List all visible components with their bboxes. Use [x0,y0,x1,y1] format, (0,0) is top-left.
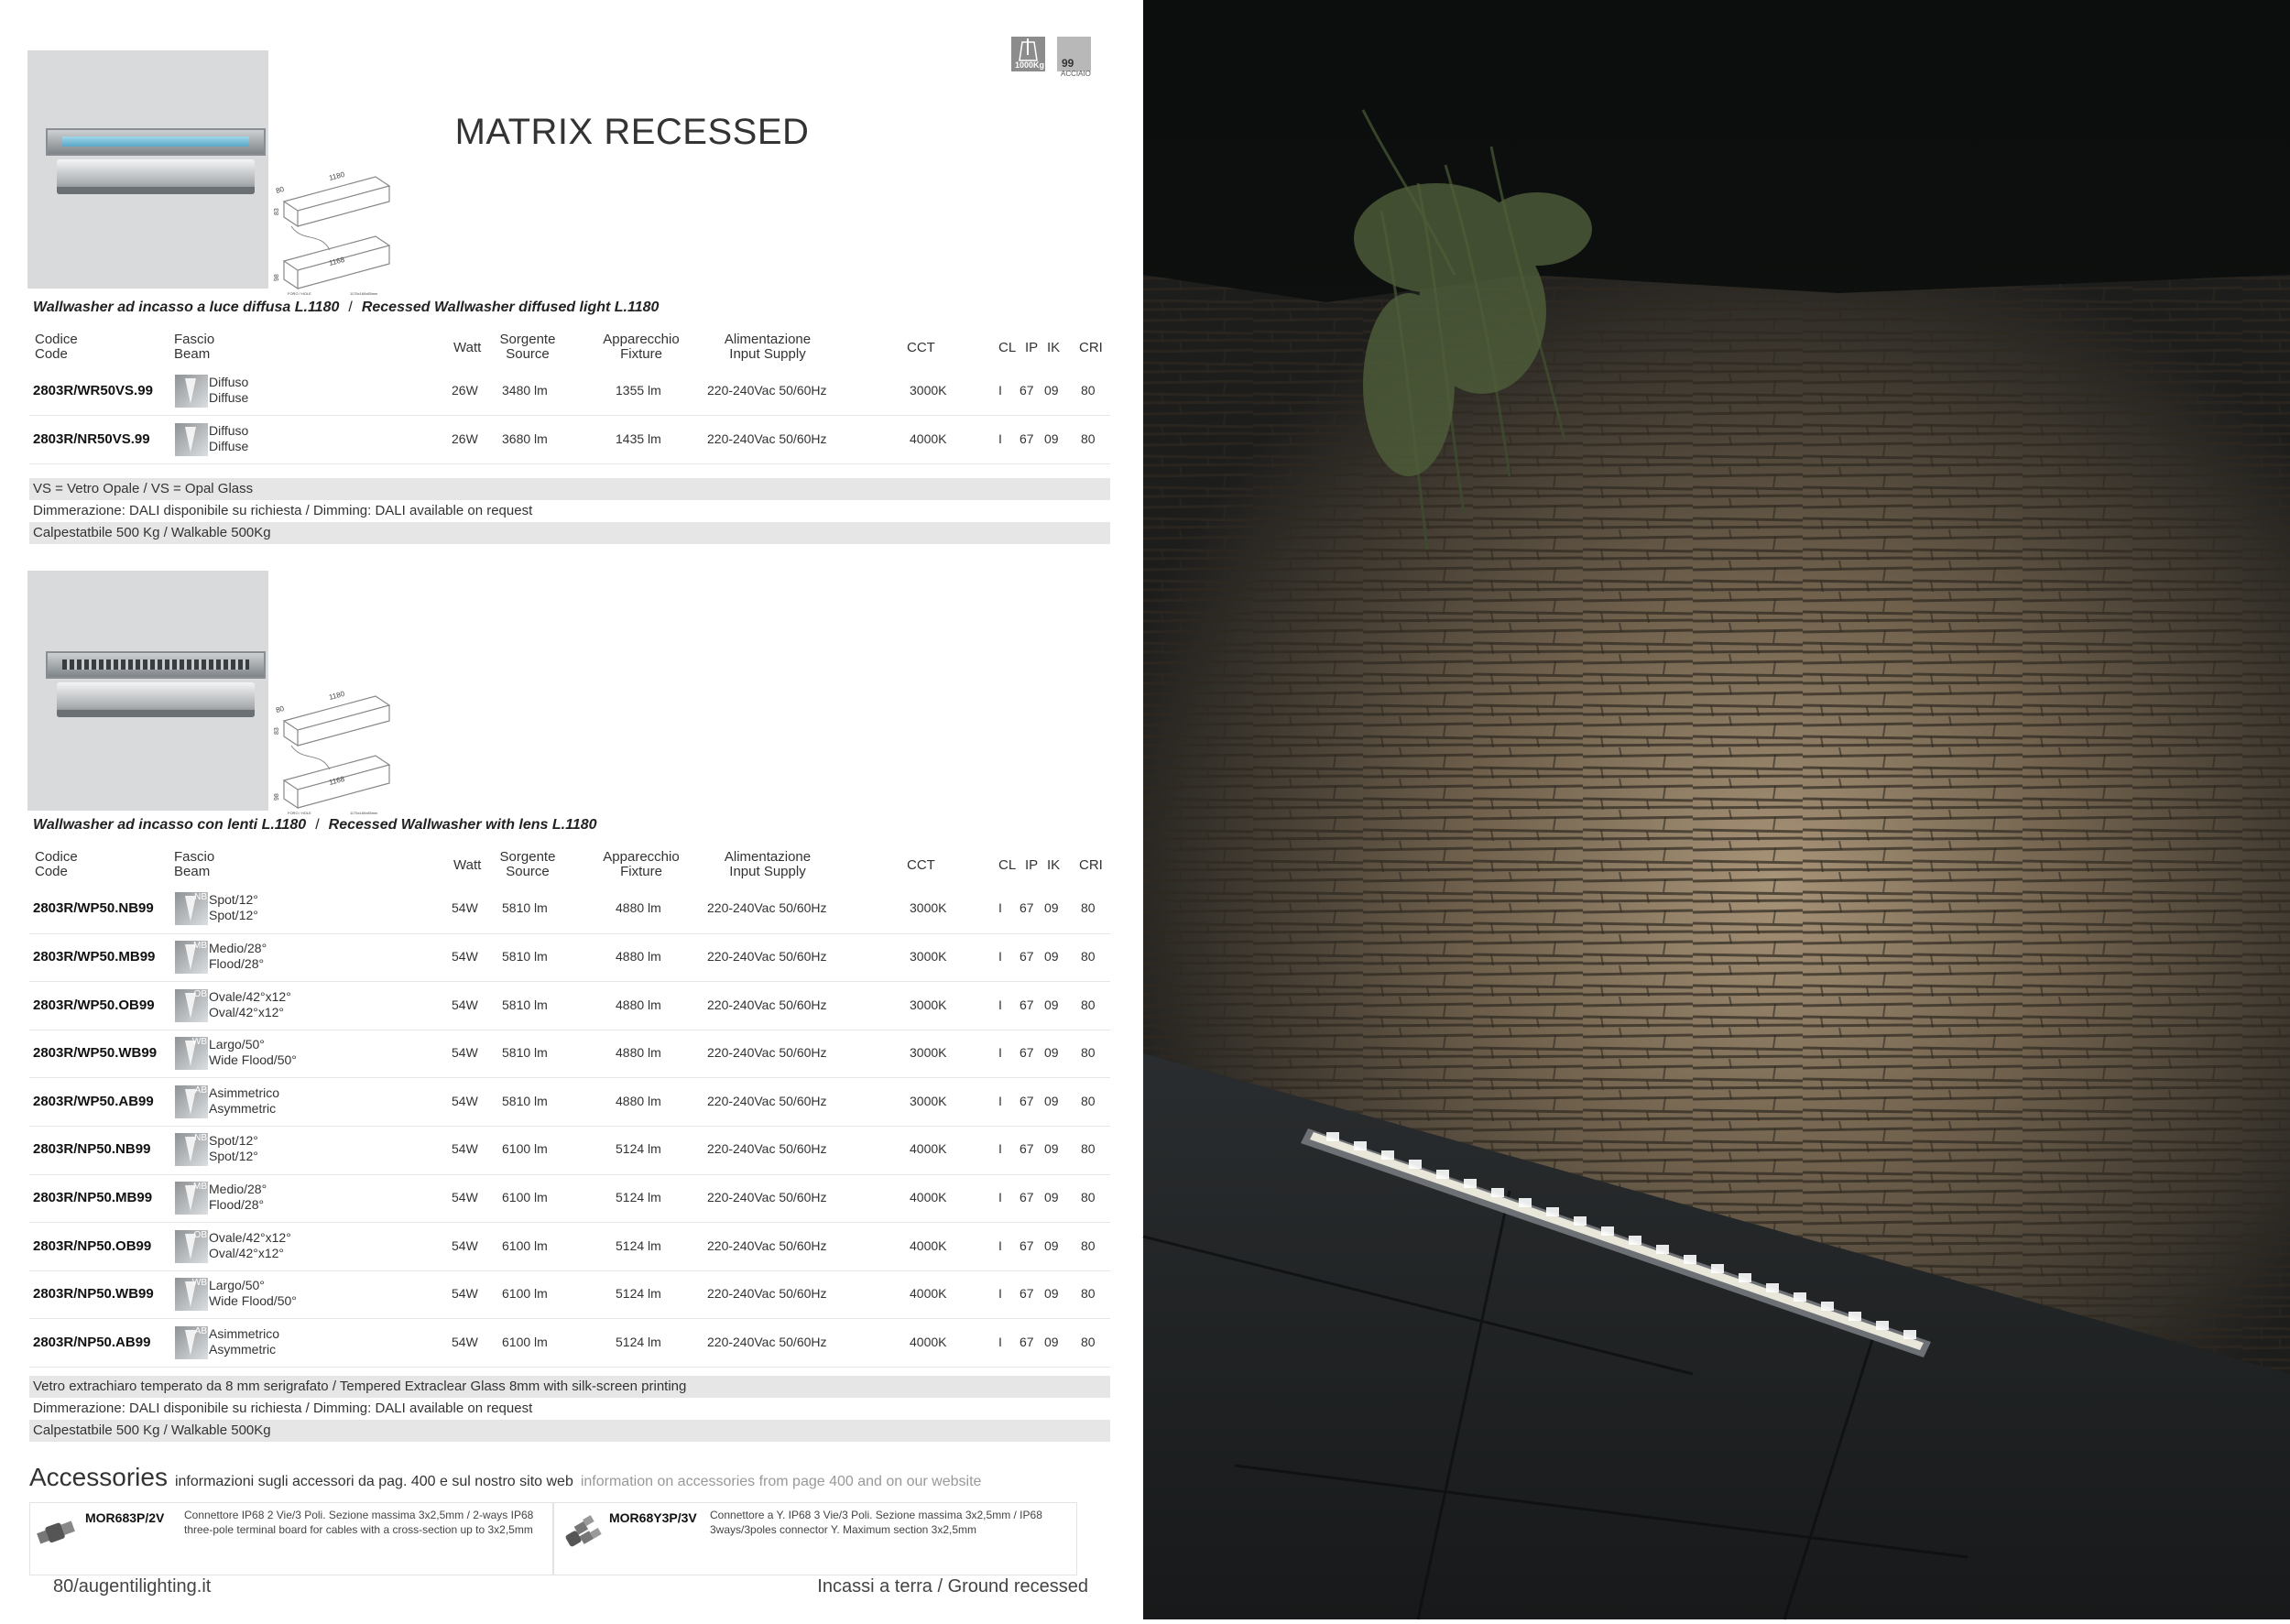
cell-cri: 80 [1081,382,1096,398]
cell-fixture: 4880 lm [616,948,661,964]
cell-cl: I [998,948,1002,964]
cell-cl: I [998,1237,1002,1253]
note-line: VS = Vetro Opale / VS = Opal Glass [29,478,1110,500]
beam-label-it: Diffuso [209,374,249,389]
cell-ip: 67 [1020,948,1034,964]
column-header-fixture: Apparecchio [603,332,680,347]
page-title: MATRIX RECESSED [454,111,810,152]
beam-icon [175,1326,208,1359]
cell-fixture: 4880 lm [616,900,661,916]
cell-source: 6100 lm [502,1286,548,1302]
y-connector-icon [560,1512,605,1553]
cell-ip: 67 [1020,1045,1034,1061]
cell-ip: 67 [1020,900,1034,916]
beam-tag: OB [193,1229,207,1240]
column-header-supply: Input Supply [729,346,806,362]
cell-ik: 09 [1044,1237,1059,1253]
dim-width: 80 [275,184,286,195]
night-wall-photo [1143,0,2290,1619]
cell-fixture: 5124 lm [616,1237,661,1253]
cell-source: 6100 lm [502,1237,548,1253]
cell-ik: 09 [1044,1286,1059,1302]
cell-ik: 09 [1044,1093,1059,1108]
cell-source: 3680 lm [502,431,548,446]
beam-icon [175,1230,208,1263]
beam-label-en: Diffuse [209,438,249,453]
cell-ik: 09 [1044,1189,1059,1204]
beam-icon [175,1085,208,1118]
column-header-code: Codice [35,849,78,865]
column-header-source: Source [506,346,550,362]
finish-badge [1057,37,1091,71]
dim-length: 1180 [328,689,346,702]
cell-source: 5810 lm [502,997,548,1012]
cell-supply: 220-240Vac 50/60Hz [707,948,827,964]
column-header-supply: Alimentazione [724,849,812,865]
column-header-ip: IP [1025,857,1039,873]
cell-cct: 4000K [910,431,947,446]
beam-label-en: Flood/28° [209,955,265,971]
beam-label-it: Spot/12° [209,892,258,908]
cell-ik: 09 [1044,997,1059,1012]
finish-code: 99 [1062,57,1074,70]
cell-fixture: 1435 lm [616,431,661,446]
cell-cl: I [998,1189,1002,1204]
column-header-fixture: Fixture [620,864,662,879]
hole-size: 1175x160x85mm [350,291,378,296]
dim-length: 1180 [328,169,346,182]
cell-ip: 67 [1020,382,1034,398]
cell-fixture: 5124 lm [616,1189,661,1204]
cell-ip: 67 [1020,1189,1034,1204]
beam-label-en: Spot/12° [209,1149,258,1164]
column-header-supply: Input Supply [729,864,806,879]
beam-label-en: Wide Flood/50° [209,1052,297,1068]
cell-cri: 80 [1081,431,1096,446]
beam-label-it: Medio/28° [209,1181,267,1196]
dim-height2: 98 [274,793,280,801]
product-code: 2803R/NR50VS.99 [33,431,150,447]
column-header-fixture: Fixture [620,346,662,362]
cell-cl: I [998,900,1002,916]
cell-watt: 54W [452,1334,478,1349]
beam-label-it: Medio/28° [209,940,267,955]
column-header-source: Sorgente [499,332,556,347]
note-line: Dimmerazione: DALI disponibile su richiesta / Dimming: DALI available on request [33,1401,533,1416]
cell-watt: 54W [452,900,478,916]
cell-watt: 54W [452,948,478,964]
column-header-cct: CCT [907,340,935,355]
accessories-title: Accessories [29,1463,168,1491]
beam-label-en: Spot/12° [209,908,258,923]
cell-cl: I [998,431,1002,446]
column-header-source: Source [506,864,550,879]
cell-fixture: 5124 lm [616,1334,661,1349]
column-header-beam: Beam [174,346,211,362]
beam-icon [175,989,208,1022]
cell-cl: I [998,997,1002,1012]
column-header-code: Code [35,346,68,362]
cell-source: 6100 lm [502,1141,548,1157]
column-header-beam: Beam [174,864,211,879]
beam-label-en: Oval/42°x12° [209,1245,285,1260]
column-header-code: Code [35,864,68,879]
product-code: 2803R/NP50.AB99 [33,1334,151,1350]
cell-cri: 80 [1081,1286,1096,1302]
cell-source: 5810 lm [502,900,548,916]
beam-tag: OB [193,988,207,999]
beam-tag: MB [193,1181,207,1192]
accessory-code: MOR683P/2V [85,1510,165,1525]
cell-ik: 09 [1044,431,1059,446]
beam-icon [175,1278,208,1311]
column-header-watt: Watt [453,340,482,355]
cell-cri: 80 [1081,1141,1096,1157]
accessory-description: Connettore IP68 2 Vie/3 Poli. Sezione massima 3x2,5mm / 2-ways IP68 three-pole terminal board for cables with a cross-section up to 3x2,5mm [184,1509,534,1536]
dim-height1: 83 [274,727,280,735]
cell-cct: 4000K [910,1237,947,1253]
beam-label-it: Diffuso [209,422,249,438]
note-line: Dimmerazione: DALI disponibile su richiesta / Dimming: DALI available on request [33,503,533,518]
cell-cl: I [998,1286,1002,1302]
cell-cct: 3000K [910,382,947,398]
product-code: 2803R/WR50VS.99 [33,382,153,398]
beam-tag: NB [194,1133,207,1144]
cell-supply: 220-240Vac 50/60Hz [707,1334,827,1349]
cell-supply: 220-240Vac 50/60Hz [707,382,827,398]
hole-label: FORO / HOLE [288,291,311,296]
cell-cl: I [998,382,1002,398]
beam-icon [175,892,208,925]
dim-inner: 1168 [328,255,346,267]
cell-cct: 3000K [910,997,947,1012]
beam-label-it: Largo/50° [209,1037,265,1052]
cell-watt: 54W [452,997,478,1012]
column-header-fixture: Apparecchio [603,849,680,865]
cell-watt: 54W [452,1286,478,1302]
cell-supply: 220-240Vac 50/60Hz [707,1045,827,1061]
cell-source: 6100 lm [502,1334,548,1349]
cell-ik: 09 [1044,1334,1059,1349]
beam-label-en: Flood/28° [209,1196,265,1212]
product-code: 2803R/WP50.OB99 [33,997,155,1013]
cell-cct: 3000K [910,948,947,964]
cell-cct: 3000K [910,1045,947,1061]
finish-name: ACCIAIO [1061,70,1091,78]
column-header-cl: CL [998,857,1017,873]
cell-fixture: 4880 lm [616,997,661,1012]
cell-ip: 67 [1020,997,1034,1012]
cell-watt: 26W [452,382,478,398]
cell-source: 5810 lm [502,1093,548,1108]
cell-watt: 54W [452,1189,478,1204]
beam-icon [175,941,208,974]
beam-icon [175,423,208,456]
product-code: 2803R/WP50.AB99 [33,1093,154,1109]
column-header-cct: CCT [907,857,935,873]
beam-label-it: Spot/12° [209,1133,258,1149]
walkable-badge [1011,37,1045,71]
connector-icon [34,1516,78,1549]
technical-drawing-2 [275,680,403,817]
accessory-item[interactable] [29,1502,553,1575]
beam-label-en: Asymmetric [209,1100,277,1116]
cell-supply: 220-240Vac 50/60Hz [707,1093,827,1108]
cell-supply: 220-240Vac 50/60Hz [707,1286,827,1302]
cell-source: 5810 lm [502,948,548,964]
dim-height1: 83 [274,208,280,215]
cell-cri: 80 [1081,997,1096,1012]
cell-cri: 80 [1081,1045,1096,1061]
accessory-item[interactable] [553,1502,1077,1575]
cell-cct: 3000K [910,1093,947,1108]
cell-watt: 26W [452,431,478,446]
cell-cri: 80 [1081,1237,1096,1253]
beam-icon [175,1182,208,1215]
technical-drawing-1 [275,160,403,298]
cell-ik: 09 [1044,948,1059,964]
cell-cl: I [998,1334,1002,1349]
cell-ip: 67 [1020,1237,1034,1253]
cell-ip: 67 [1020,1334,1034,1349]
column-header-beam: Fascio [174,849,215,865]
beam-tag: WB [191,1278,207,1289]
cell-ik: 09 [1044,382,1059,398]
cell-fixture: 4880 lm [616,1045,661,1061]
product-code: 2803R/WP50.NB99 [33,900,154,917]
column-header-source: Sorgente [499,849,556,865]
dim-width: 80 [275,703,286,714]
cell-source: 3480 lm [502,382,548,398]
column-header-supply: Alimentazione [724,332,812,347]
beam-icon [175,1133,208,1166]
walkable-label: 1000Kg [1015,60,1045,70]
beam-tag: AB [194,1325,207,1336]
dim-inner: 1168 [328,774,346,787]
product-code: 2803R/NP50.OB99 [33,1237,152,1254]
cell-watt: 54W [452,1093,478,1108]
note-line: Calpestatbile 500 Kg / Walkable 500Kg [29,522,1110,544]
accessory-description: Connettore a Y. IP68 3 Vie/3 Poli. Sezione massima 3x2,5mm / IP68 3ways/3poles connector Y. Maximum section 3x2,5mm [710,1509,1042,1536]
beam-label-en: Wide Flood/50° [209,1293,297,1309]
beam-icon [175,375,208,408]
cell-supply: 220-240Vac 50/60Hz [707,997,827,1012]
cell-supply: 220-240Vac 50/60Hz [707,900,827,916]
cell-supply: 220-240Vac 50/60Hz [707,1237,827,1253]
column-header-cri: CRI [1079,340,1103,355]
product-code: 2803R/NP50.NB99 [33,1141,151,1158]
footer-page-url: 80/augentilighting.it [53,1576,212,1597]
note-line: Vetro extrachiaro temperato da 8 mm serigrafato / Tempered Extraclear Glass 8mm with silk-screen printing [29,1376,1110,1398]
cell-ik: 09 [1044,1045,1059,1061]
product-code: 2803R/WP50.MB99 [33,948,156,965]
column-header-cl: CL [998,340,1017,355]
column-header-beam: Fascio [174,332,215,347]
cell-fixture: 1355 lm [616,382,661,398]
cell-cl: I [998,1093,1002,1108]
cell-supply: 220-240Vac 50/60Hz [707,1189,827,1204]
cell-supply: 220-240Vac 50/60Hz [707,431,827,446]
note-line: Calpestatbile 500 Kg / Walkable 500Kg [29,1420,1110,1442]
dim-height2: 98 [274,274,280,281]
accessories-heading [29,1463,981,1492]
beam-tag: NB [194,892,207,903]
cell-ik: 09 [1044,900,1059,916]
cell-ip: 67 [1020,431,1034,446]
product-code: 2803R/NP50.MB99 [33,1189,153,1205]
cell-fixture: 5124 lm [616,1141,661,1157]
cell-ip: 67 [1020,1141,1034,1157]
column-header-ip: IP [1025,340,1039,355]
column-header-ik: IK [1047,340,1061,355]
footer-section: Incassi a terra / Ground recessed [817,1576,1088,1597]
beam-tag: MB [193,940,207,951]
cell-cri: 80 [1081,900,1096,916]
cell-cct: 4000K [910,1334,947,1349]
cell-watt: 54W [452,1045,478,1061]
cell-cl: I [998,1141,1002,1157]
cell-supply: 220-240Vac 50/60Hz [707,1141,827,1157]
product-photo-diffused [27,50,268,289]
section-heading-lens: Wallwasher ad incasso con lenti L.1180 / Recessed Wallwasher with lens L.1180 [33,817,597,833]
cell-source: 6100 lm [502,1189,548,1204]
accessory-code: MOR68Y3P/3V [609,1510,697,1525]
beam-label-en: Diffuse [209,389,249,405]
cell-source: 5810 lm [502,1045,548,1061]
beam-label-it: Ovale/42°x12° [209,1229,291,1245]
column-header-cri: CRI [1079,857,1103,873]
beam-label-it: Asimmetrico [209,1325,280,1341]
beam-tag: WB [191,1037,207,1048]
accessories-subtitle-it: informazioni sugli accessori da pag. 400 e sul nostro sito web [174,1474,573,1489]
beam-label-en: Asymmetric [209,1341,277,1357]
cell-ik: 09 [1044,1141,1059,1157]
column-header-code: Codice [35,332,78,347]
cell-ip: 67 [1020,1286,1034,1302]
cell-cl: I [998,1045,1002,1061]
accessories-subtitle-en: information on accessories from page 400 and on our website [580,1474,982,1489]
product-code: 2803R/NP50.WB99 [33,1286,154,1302]
cell-fixture: 5124 lm [616,1286,661,1302]
catalog-page [0,0,1143,1619]
cell-cct: 4000K [910,1141,947,1157]
cell-watt: 54W [452,1141,478,1157]
column-header-ik: IK [1047,857,1061,873]
cell-cri: 80 [1081,1334,1096,1349]
hole-size: 1175x160x85mm [350,811,378,815]
section-heading-diffused: Wallwasher ad incasso a luce diffusa L.1180 / Recessed Wallwasher diffused light L.1180 [33,300,660,315]
cell-cri: 80 [1081,948,1096,964]
cell-cri: 80 [1081,1189,1096,1204]
cell-cct: 3000K [910,900,947,916]
column-header-watt: Watt [453,857,482,873]
beam-label-it: Ovale/42°x12° [209,988,291,1004]
cell-watt: 54W [452,1237,478,1253]
cell-cct: 4000K [910,1286,947,1302]
cell-cri: 80 [1081,1093,1096,1108]
product-code: 2803R/WP50.WB99 [33,1045,158,1062]
ambient-photo [1143,0,2290,1619]
beam-tag: AB [194,1084,207,1095]
cell-ip: 67 [1020,1093,1034,1108]
cell-fixture: 4880 lm [616,1093,661,1108]
hole-label: FORO / HOLE [288,811,311,815]
beam-label-en: Oval/42°x12° [209,1004,285,1019]
beam-label-it: Asimmetrico [209,1084,280,1100]
beam-label-it: Largo/50° [209,1278,265,1293]
cell-cct: 4000K [910,1189,947,1204]
product-photo-lens [27,571,268,811]
beam-icon [175,1037,208,1070]
